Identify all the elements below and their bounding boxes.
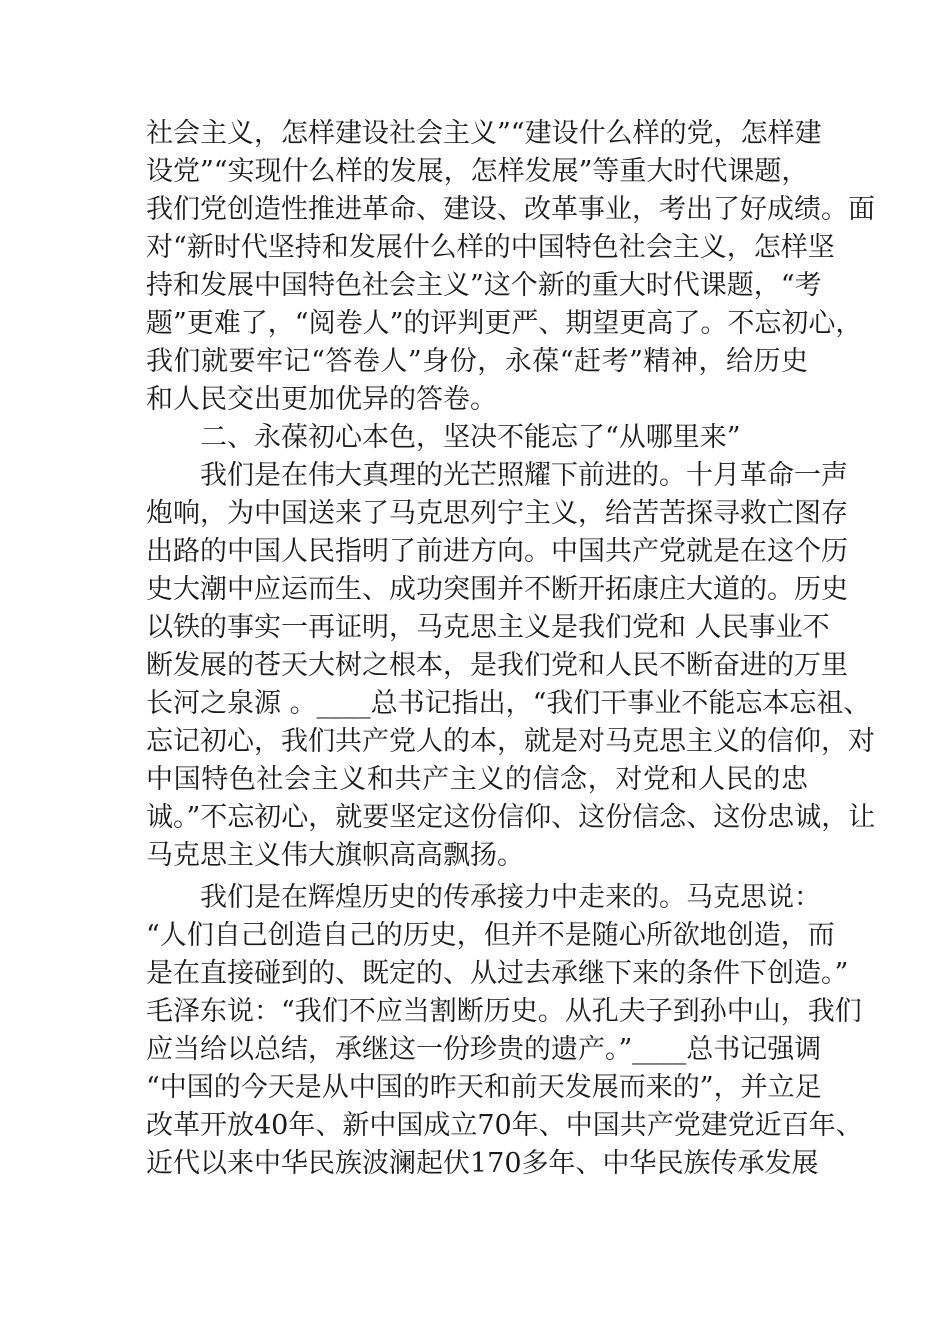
text-line: 应当给以总结，承继这一份珍贵的遗产。”____总书记强调 — [146, 1034, 822, 1065]
text-line: 改革开放40年、新中国成立70年、中国共产党建党近百年、 — [146, 1110, 863, 1141]
text-line: 近代以来中华民族波澜起伏170多年、中华民族传承发展 — [146, 1148, 819, 1179]
text-line: 我们是在辉煌历史的传承接力中走来的。马克思说： — [200, 882, 821, 913]
text-line: 出路的中国人民指明了前进方向。中国共产党就是在这个历 — [146, 536, 848, 567]
text-line: 中国特色社会主义和共产主义的信念，对党和人民的忠 — [146, 764, 808, 795]
text-line: 炮响，为中国送来了马克思列宁主义，给苦苦探寻救亡图存 — [146, 498, 848, 529]
text-line: 长河之泉源 。____总书记指出，“我们干事业不能忘本忘祖、 — [146, 688, 871, 719]
text-line: 忘记初心，我们共产党人的本，就是对马克思主义的信仰，对 — [146, 726, 875, 757]
text-line: 设党”“实现什么样的发展，怎样发展”等重大时代课题， — [146, 156, 809, 187]
document-body — [146, 115, 876, 1183]
text-line: “人们自己创造自己的历史，但并不是随心所欲地创造，而 — [146, 920, 835, 951]
text-line: 社会主义，怎样建设社会主义”“建设什么样的党，怎样建 — [146, 118, 822, 149]
text-line: 史大潮中应运而生、成功突围并不断开拓康庄大道的。历史 — [146, 574, 848, 605]
text-line: 我们是在伟大真理的光芒照耀下前进的。十月革命一声 — [200, 460, 848, 491]
text-line: 对“新时代坚持和发展什么样的中国特色社会主义，怎样坚 — [146, 232, 835, 263]
text-line: 我们党创造性推进革命、建设、改革事业，考出了好成绩。面 — [146, 194, 875, 225]
text-line: 诚。”不忘初心，就要坚定这份信仰、这份信念、这份忠诚，让 — [146, 802, 876, 833]
section-heading: 二、永葆初心本色，坚决不能忘了“从哪里来” — [200, 422, 741, 453]
text-line: 毛泽东说：“我们不应当割断历史。从孔夫子到孙中山，我们 — [146, 996, 862, 1027]
text-line: 题”更难了，“阅卷人”的评判更严、期望更高了。不忘初心， — [146, 308, 863, 339]
text-line: 持和发展中国特色社会主义”这个新的重大时代课题，“考 — [146, 270, 822, 301]
text-line: 马克思主义伟大旗帜高高飘扬。 — [146, 840, 524, 871]
text-line: 断发展的苍天大树之根本，是我们党和人民不断奋进的万里 — [146, 650, 848, 681]
text-line: 我们就要牢记“答卷人”身份，永葆“赶考”精神，给历史 — [146, 346, 808, 377]
text-line: 以铁的事实一再证明，马克思主义是我们党和 人民事业不 — [146, 612, 830, 643]
text-line: “中国的今天是从中国的昨天和前天发展而来的”，并立足 — [146, 1072, 822, 1103]
text-line: 和人民交出更加优异的答卷。 — [146, 384, 497, 415]
text-line: 是在直接碰到的、既定的、从过去承继下来的条件下创造。” — [146, 958, 849, 989]
